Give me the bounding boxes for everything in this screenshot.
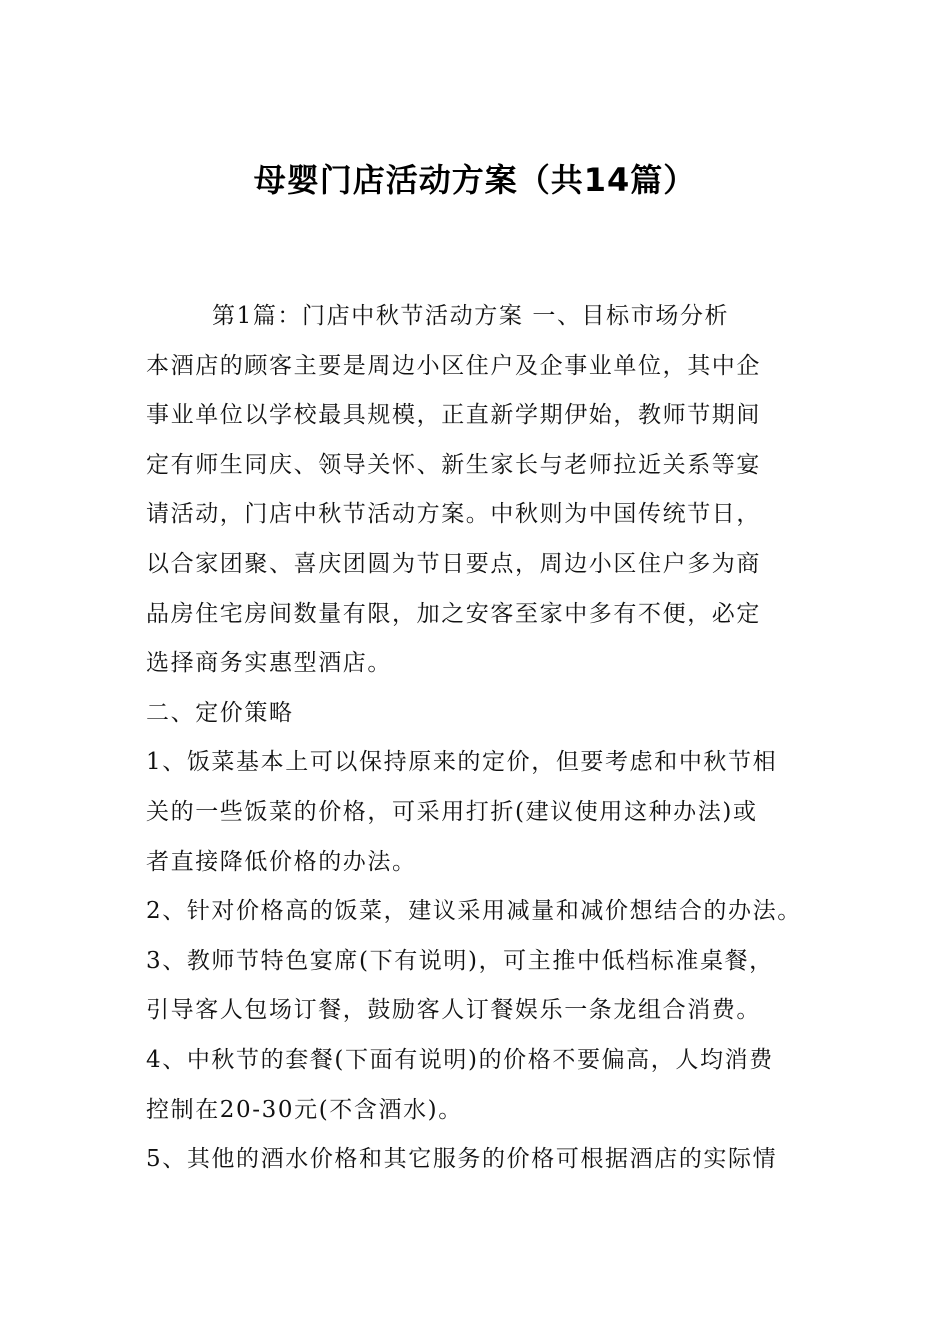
list-item-line: 关的一些饭菜的价格，可采用打折(建议使用这种办法)或 [146, 798, 758, 825]
paragraph-line: 请活动，门店中秋节活动方案。中秋则为中国传统节日， [146, 501, 761, 528]
document-title: 母婴门店活动方案（共14篇） [253, 161, 697, 199]
list-item-line: 4、中秋节的套餐(下面有说明)的价格不要偏高，人均消费 [146, 1046, 774, 1073]
paragraph-line: 本酒店的顾客主要是周边小区住户及企事业单位，其中企 [146, 352, 761, 379]
list-item-line: 2、针对价格高的饭菜，建议采用减量和减价想结合的办法。 [146, 898, 802, 925]
paragraph-line: 定有师生同庆、领导关怀、新生家长与老师拉近关系等宴 [146, 451, 761, 478]
paragraph-line: 事业单位以学校最具规模，正直新学期伊始，教师节期间 [146, 402, 761, 429]
list-item-line: 1、饭菜基本上可以保持原来的定价，但要考虑和中秋节相 [146, 749, 778, 776]
section-heading-line: 二、定价策略 [146, 699, 294, 726]
document-body [146, 292, 812, 1185]
paragraph-line: 以合家团聚、喜庆团圆为节日要点，周边小区住户多为商 [146, 550, 761, 577]
list-item-line: 3、教师节特色宴席(下有说明)，可主推中低档标准桌餐， [146, 947, 774, 974]
list-item-line: 5、其他的酒水价格和其它服务的价格可根据酒店的实际情 [146, 1146, 778, 1173]
list-item-line: 者直接降低价格的办法。 [146, 848, 417, 875]
list-item-line: 引导客人包场订餐，鼓励客人订餐娱乐一条龙组合消费。 [146, 997, 761, 1024]
paragraph-line: 选择商务实惠型酒店。 [146, 650, 392, 677]
section-heading-line: 第1篇：门店中秋节活动方案 一、目标市场分析 [212, 303, 730, 329]
list-item-line: 控制在20-30元(不含酒水)。 [146, 1096, 463, 1123]
paragraph-line: 品房住宅房间数量有限，加之安客至家中多有不便，必定 [146, 600, 761, 627]
